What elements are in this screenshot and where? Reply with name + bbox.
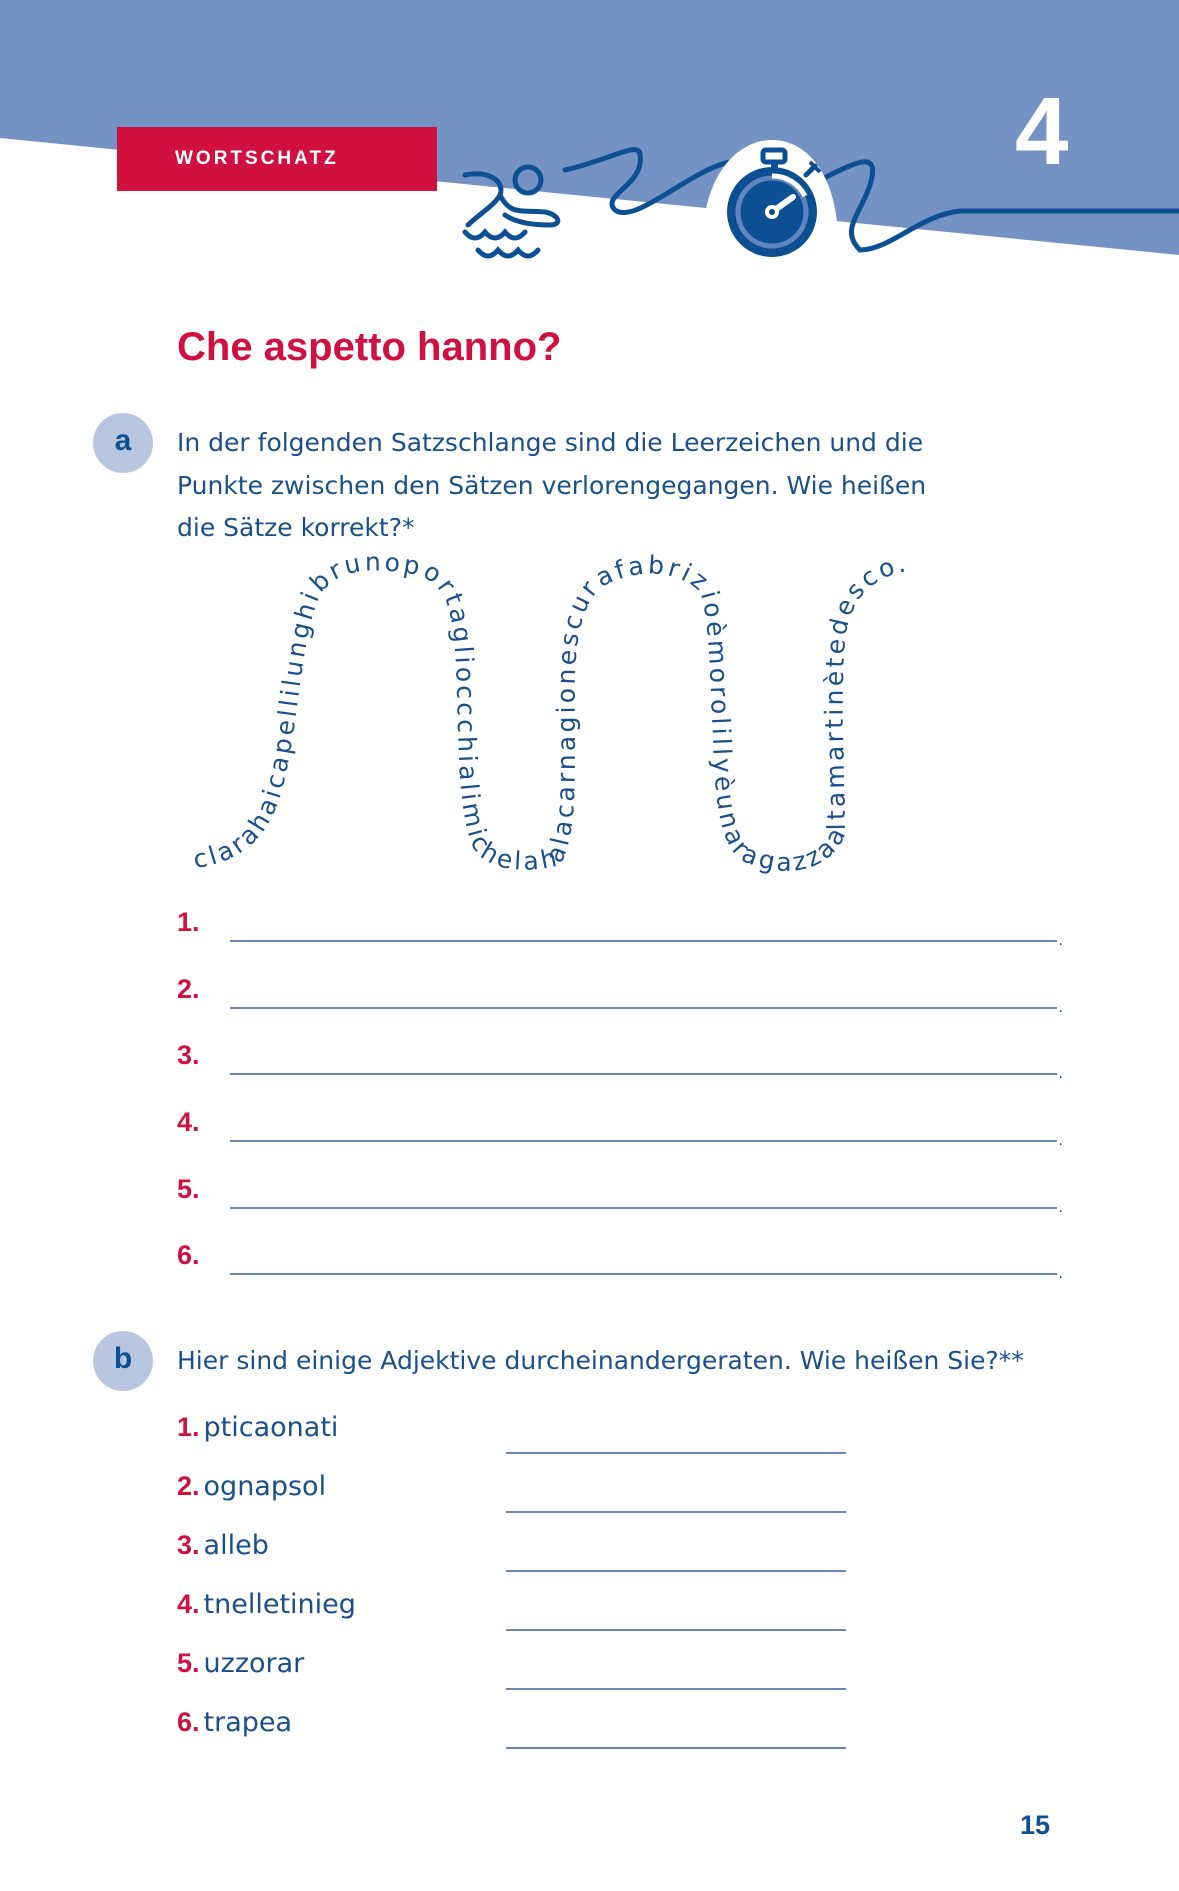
row-number: 2. [177, 974, 200, 1004]
line-end-dot: . [1058, 1200, 1063, 1216]
answer-line[interactable] [230, 1273, 1057, 1275]
adjective-item [177, 1589, 877, 1629]
answer-line[interactable] [230, 1207, 1057, 1209]
instruction-line: Punkte zwischen den Sätzen verlorengegangen. Wie heißen [177, 470, 927, 500]
line-end-dot: . [1058, 1266, 1063, 1282]
answer-line[interactable] [506, 1688, 846, 1690]
scrambled-word: trapea [203, 1707, 293, 1738]
scrambled-word: uzzorar [203, 1648, 305, 1679]
answer-line[interactable] [230, 940, 1057, 942]
instruction-line: In der folgenden Satzschlange sind die Leerzeichen und die [177, 428, 924, 457]
line-end-dot: . [1058, 1000, 1063, 1016]
scrambled-word: pticaonati [203, 1412, 339, 1443]
answer-row [177, 974, 1067, 1014]
answer-row [177, 907, 1067, 947]
snake-text: clarahaicapellilunghibrunoportaglioccchialimichelahalacarnagionescurafabrizioèmorolillyèunaragazzaaltamartinètedesco. [190, 547, 912, 877]
answer-line[interactable] [506, 1511, 846, 1513]
answer-line[interactable] [506, 1629, 846, 1631]
exercise-b-badge: b [93, 1331, 153, 1391]
answer-line[interactable] [506, 1747, 846, 1749]
row-number: 6. [177, 1240, 200, 1270]
answer-line[interactable] [230, 1073, 1057, 1075]
exercise-b-instruction: Hier sind einige Adjektive durcheinandergeraten. Wie heißen Sie?** [177, 1346, 1024, 1375]
answer-row [177, 1174, 1067, 1214]
page-title: Che aspetto hanno? [177, 325, 562, 369]
item-number: 4. [177, 1589, 200, 1619]
item-number: 6. [177, 1707, 200, 1737]
row-number: 4. [177, 1107, 200, 1137]
row-number: 5. [177, 1174, 200, 1204]
scrambled-word: alleb [203, 1530, 269, 1561]
instruction-line: die Sätze korrekt?* [177, 513, 415, 542]
item-number: 1. [177, 1412, 200, 1442]
line-end-dot: . [1058, 1133, 1063, 1149]
answer-row [177, 1107, 1067, 1147]
answer-line[interactable] [230, 1140, 1057, 1142]
item-number: 5. [177, 1648, 200, 1678]
adjective-item [177, 1471, 877, 1511]
answer-line[interactable] [230, 1007, 1057, 1009]
adjective-item [177, 1648, 877, 1688]
exercise-a-badge: a [93, 413, 153, 473]
adjective-item [177, 1412, 877, 1452]
answer-row [177, 1240, 1067, 1280]
answer-row [177, 1040, 1067, 1080]
scrambled-word: ognapsol [203, 1471, 327, 1502]
item-number: 3. [177, 1530, 200, 1560]
page-number: 15 [1020, 1810, 1051, 1840]
adjective-item [177, 1530, 877, 1570]
answer-line[interactable] [506, 1452, 846, 1454]
line-end-dot: . [1058, 933, 1063, 949]
line-end-dot: . [1058, 1066, 1063, 1082]
row-number: 1. [177, 907, 200, 937]
adjective-item [177, 1707, 877, 1747]
item-number: 2. [177, 1471, 200, 1501]
scrambled-word: tnelletinieg [203, 1589, 356, 1620]
row-number: 3. [177, 1040, 200, 1070]
section-tag: WORTSCHATZ [117, 127, 437, 191]
answer-line[interactable] [506, 1570, 846, 1572]
svg-text:clarahaicapellilunghibrunoport [191, 547, 911, 877]
chapter-number: 4 [1015, 78, 1069, 185]
